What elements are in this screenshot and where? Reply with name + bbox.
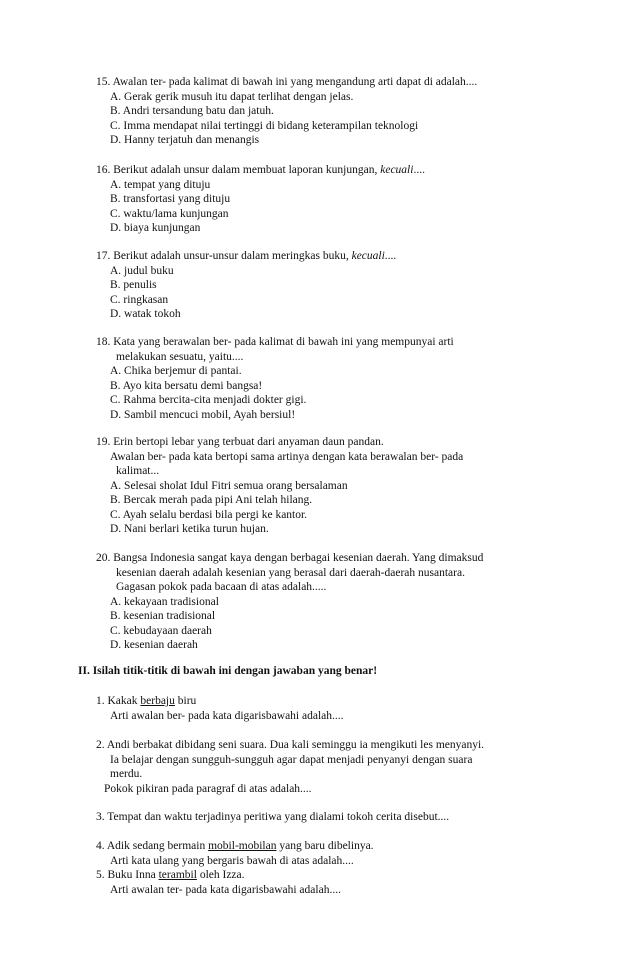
- question-17-stem-main: 17. Berikut adalah unsur-unsur dalam meringkas buku,: [96, 250, 352, 262]
- essay-item-4-line2: Arti kata ulang yang bergaris bawah di atas adalah....: [110, 854, 354, 867]
- question-16-option-c: C. waktu/lama kunjungan: [110, 207, 229, 220]
- question-18-option-d: D. Sambil mencuci mobil, Ayah bersiul!: [110, 408, 296, 421]
- question-16-stem-italic: kecuali: [380, 164, 414, 176]
- question-16: [96, 163, 566, 236]
- question-20-option-b: B. kesenian tradisional: [110, 610, 216, 622]
- essay-item-4-pre: 4. Adik sedang bermain: [96, 840, 209, 852]
- essay-item-4: [96, 839, 566, 868]
- essay-item-2-line3: merdu.: [110, 768, 143, 780]
- question-15-option-c: C. Imma mendapat nilai tertinggi di bidang keterampilan teknologi: [110, 119, 419, 132]
- question-15-stem: 15. Awalan ter- pada kalimat di bawah ini yang mengandung arti dapat di adalah....: [96, 76, 478, 88]
- question-17-option-c: C. ringkasan: [110, 293, 169, 306]
- essay-item-5-line1: [96, 868, 566, 883]
- question-15-option-a: A. Gerak gerik musuh itu dapat terlihat dengan jelas.: [110, 90, 354, 103]
- essay-item-3: [96, 810, 566, 825]
- essay-item-5-underlined-word: terambil: [158, 869, 197, 881]
- question-16-stem: [96, 163, 566, 178]
- question-20: [96, 551, 566, 653]
- question-20-option-a: A. kekayaan tradisional: [110, 595, 219, 608]
- question-18-option-b: B. Ayo kita bersatu demi bangsa!: [110, 379, 263, 392]
- question-17-stem: [96, 249, 566, 264]
- question-16-stem-main: 16. Berikut adalah unsur dalam membuat laporan kunjungan,: [96, 164, 381, 176]
- question-20-option-d: D. kesenian daerah: [110, 639, 198, 651]
- question-18-stem-line2: melakukan sesuatu, yaitu....: [116, 350, 244, 363]
- essay-item-5-pre: 5. Buku Inna: [96, 869, 159, 881]
- question-18-stem-line1: 18. Kata yang berawalan ber- pada kalimat di bawah ini yang mempunyai arti: [96, 336, 454, 348]
- question-20-option-c: C. kebudayaan daerah: [110, 624, 212, 637]
- question-18-option-c: C. Rahma bercita-cita menjadi dokter gigi.: [110, 394, 307, 406]
- essay-item-4-post: yang baru dibelinya.: [276, 840, 374, 852]
- question-19-stem-line3: kalimat...: [116, 465, 160, 477]
- essay-item-5: [96, 868, 566, 897]
- essay-item-1-pre: 1. Kakak: [96, 695, 141, 707]
- essay-item-4-line1: [96, 839, 566, 854]
- question-15-option-d: D. Hanny terjatuh dan menangis: [110, 134, 260, 146]
- question-17-option-d: D. watak tokoh: [110, 308, 181, 320]
- question-20-stem-line1: 20. Bangsa Indonesia sangat kaya dengan berbagai kesenian daerah. Yang dimaksud: [96, 552, 484, 564]
- question-17: [96, 249, 566, 322]
- question-16-stem-end: ....: [413, 164, 425, 176]
- essay-item-2-line4: Pokok pikiran pada paragraf di atas adalah....: [104, 782, 312, 795]
- question-20-stem-line2: kesenian daerah adalah kesenian yang berasal dari daerah-daerah nusantara.: [116, 566, 465, 579]
- essay-item-4-underlined-word: mobil-mobilan: [208, 840, 277, 852]
- question-16-option-d: D. biaya kunjungan: [110, 222, 201, 234]
- essay-item-2: [96, 738, 576, 796]
- essay-item-1-underlined-word: berbaju: [140, 695, 175, 707]
- question-15-option-b: B. Andri tersandung batu dan jatuh.: [110, 105, 274, 117]
- essay-item-2-line2: Ia belajar dengan sungguh-sungguh agar dapat menjadi penyanyi dengan suara: [110, 753, 473, 766]
- question-18: [96, 335, 566, 422]
- essay-item-2-line1: 2. Andi berbakat dibidang seni suara. Dua kali seminggu ia mengikuti les menyanyi.: [96, 739, 485, 751]
- question-19-option-b: B. Bercak merah pada pipi Ani telah hilang.: [110, 494, 313, 506]
- section-2-title: II. Isilah titik-titik di bawah ini dengan jawaban yang benar!: [78, 665, 378, 677]
- question-17-stem-italic: kecuali: [351, 250, 385, 262]
- essay-item-5-post: oleh Izza.: [196, 869, 245, 881]
- question-15: [96, 75, 566, 148]
- question-18-option-a: A. Chika berjemur di pantai.: [110, 365, 242, 377]
- essay-item-1-post: biru: [174, 695, 197, 707]
- question-17-option-a: A. judul buku: [110, 264, 174, 277]
- question-19-option-d: D. Nani berlari ketika turun hujan.: [110, 523, 269, 535]
- question-19-stem-line1: 19. Erin bertopi lebar yang terbuat dari anyaman daun pandan.: [96, 436, 384, 448]
- question-17-stem-end: ....: [384, 250, 397, 262]
- question-19-option-a: A. Selesai sholat Idul Fitri semua orang bersalaman: [110, 479, 348, 492]
- question-19: [96, 435, 566, 537]
- question-19-stem-line2: Awalan ber- pada kata bertopi sama artinya dengan kata berawalan ber- pada: [110, 450, 464, 463]
- essay-item-5-line2: Arti awalan ter- pada kata digarisbawahi adalah....: [110, 883, 341, 896]
- question-20-stem-line3: Gagasan pokok pada bacaan di atas adalah.....: [116, 581, 327, 593]
- question-16-option-b: B. transfortasi yang dituju: [110, 193, 231, 205]
- question-16-option-a: A. tempat yang dituju: [110, 178, 211, 191]
- essay-item-1-line2: Arti awalan ber- pada kata digarisbawahi adalah....: [110, 709, 344, 722]
- essay-item-1-line1: [96, 694, 566, 709]
- essay-item-3-text: 3. Tempat dan waktu terjadinya peritiwa yang dialami tokoh cerita disebut....: [96, 811, 450, 823]
- question-19-option-c: C. Ayah selalu berdasi bila pergi ke kantor.: [110, 508, 308, 521]
- essay-item-1: [96, 694, 566, 723]
- question-17-option-b: B. penulis: [110, 279, 157, 291]
